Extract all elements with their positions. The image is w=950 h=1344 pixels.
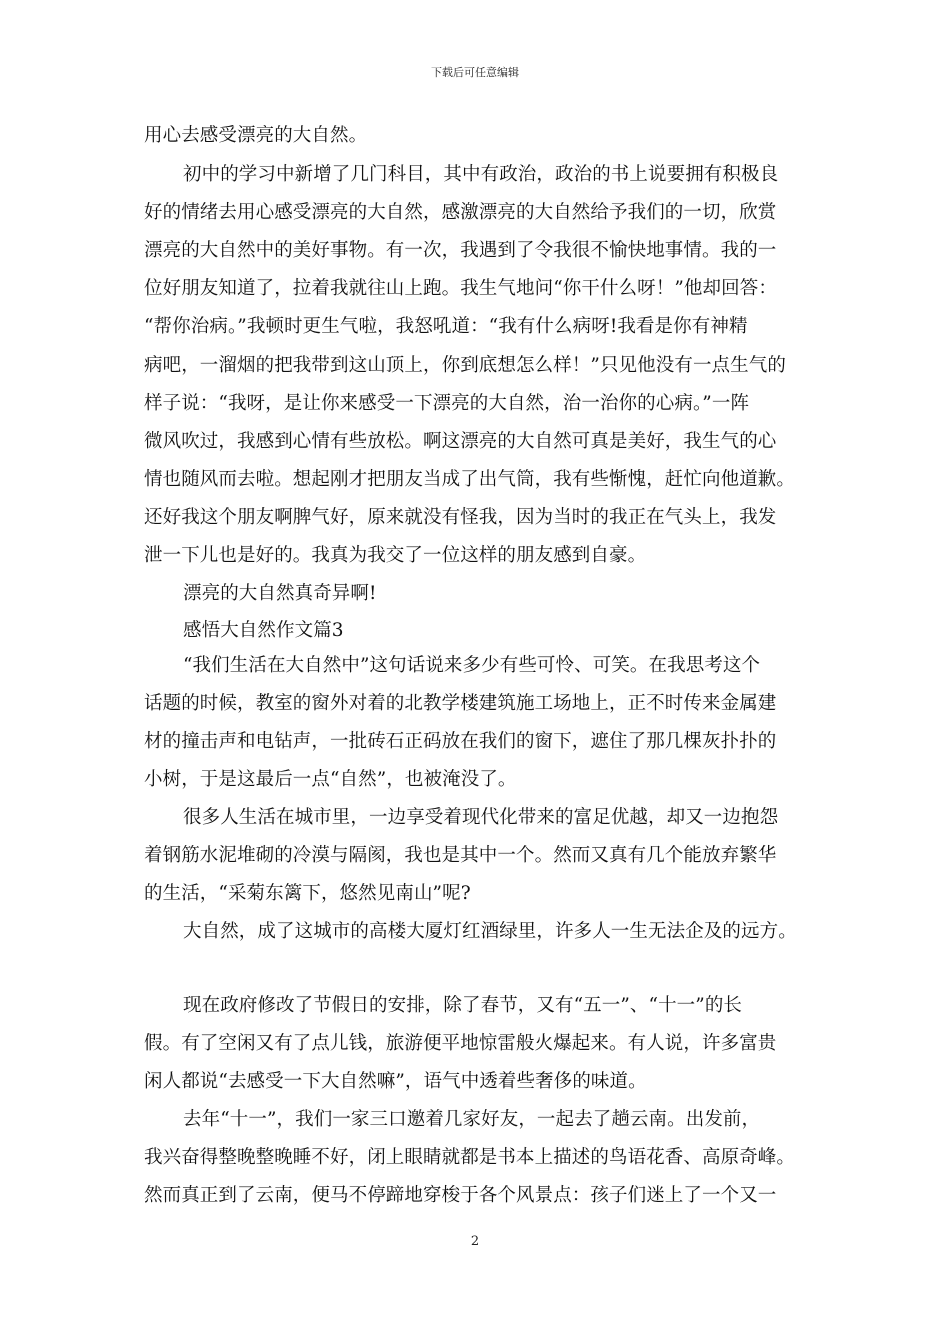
body-line: 闲人都说“去感受一下大自然嘛”，语气中透着些奢侈的味道。: [144, 1071, 647, 1092]
body-line: 现在政府修改了节假日的安排，除了春节，又有“五一”、“十一”的长: [183, 995, 743, 1016]
body-line: 还好我这个朋友啊脾气好，原来就没有怪我，因为当时的我正在气头上，我发: [144, 507, 777, 528]
body-line: 去年“十一”，我们一家三口邀着几家好友，一起去了趟云南。出发前，: [183, 1109, 761, 1130]
body-line: 初中的学习中新增了几门科目，其中有政治，政治的书上说要拥有积极良: [183, 164, 779, 185]
body-line: 我兴奋得整晚整晚睡不好，闭上眼睛就都是书本上描述的鸟语花香、高原奇峰。: [144, 1147, 796, 1168]
section-heading: 感悟大自然作文篇3: [183, 620, 344, 641]
body-line: 微风吹过，我感到心情有些放松。啊这漂亮的大自然可真是美好，我生气的心: [144, 431, 777, 452]
body-line: 材的撞击声和电钻声，一批砖石正码放在我们的窗下，遮住了那几棵灰扑扑的: [144, 731, 777, 752]
body-line: 着钢筋水泥堆砌的冷漠与隔阂，我也是其中一个。然而又真有几个能放弃繁华: [144, 845, 777, 866]
body-line: 假。有了空闲又有了点儿钱，旅游便平地惊雷般火爆起来。有人说，许多富贵: [144, 1033, 777, 1054]
body-line: 漂亮的大自然中的美好事物。有一次，我遇到了令我很不愉快地事情。我的一: [144, 240, 777, 261]
body-line: 情也随风而去啦。想起刚才把朋友当成了出气筒，我有些惭愧，赶忙向他道歉。: [144, 469, 796, 490]
body-line: 样子说：“我呀，是让你来感受一下漂亮的大自然，治一治你的心病。”一阵: [144, 393, 750, 414]
body-line: 很多人生活在城市里，一边享受着现代化带来的富足优越，却又一边抱怨: [183, 807, 779, 828]
body-line: 位好朋友知道了，拉着我就往山上跑。我生气地问“你干什么呀！”他却回答：: [144, 278, 777, 299]
body-line: “帮你治病。”我顿时更生气啦，我怒吼道：“我有什么病呀!我看是你有神精: [144, 316, 748, 337]
body-line: 漂亮的大自然真奇异啊!: [183, 583, 377, 604]
body-line: 大自然，成了这城市的高楼大厦灯红酒绿里，许多人一生无法企及的远方。: [183, 921, 797, 942]
body-line: 的生活，“采菊东篱下，悠然见南山”呢?: [144, 883, 471, 904]
page-header-note: 下载后可任意编辑: [431, 66, 519, 79]
body-line: “我们生活在大自然中”这句话说来多少有些可怜、可笑。在我思考这个: [183, 655, 761, 676]
body-line: 好的情绪去用心感受漂亮的大自然，感激漂亮的大自然给予我们的一切，欣赏: [144, 202, 777, 223]
body-line: 小树，于是这最后一点“自然”，也被淹没了。: [144, 769, 517, 790]
body-line: 病吧，一溜烟的把我带到这山顶上，你到底想怎么样！”只见他没有一点生气的: [144, 355, 786, 376]
body-line: 用心去感受漂亮的大自然。: [144, 125, 368, 146]
page-number: 2: [470, 1234, 480, 1249]
body-line: 话题的时候，教室的窗外对着的北教学楼建筑施工场地上，正不时传来金属建: [144, 693, 777, 714]
body-line: 泄一下儿也是好的。我真为我交了一位这样的朋友感到自豪。: [144, 545, 647, 566]
body-line: 然而真正到了云南，便马不停蹄地穿梭于各个风景点：孩子们迷上了一个又一: [144, 1185, 777, 1206]
